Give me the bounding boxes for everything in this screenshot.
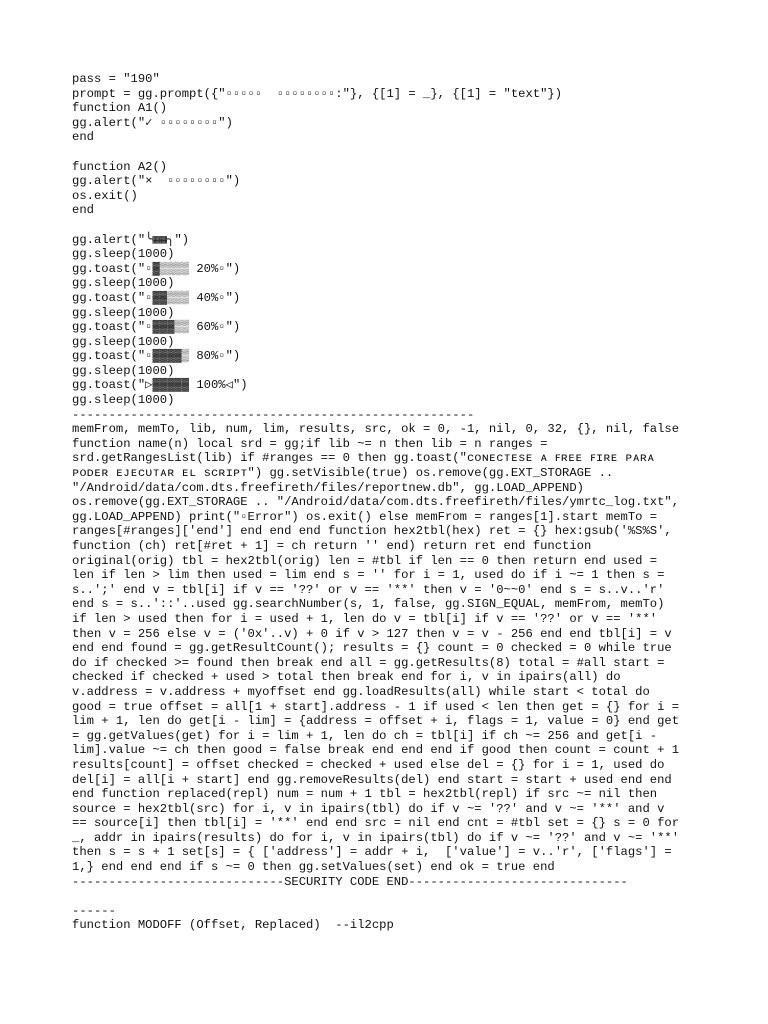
code-line: _, addr in ipairs(results) do for i, v in ipairs(tbl) do if v ~= '??' and v ~= '**' bbox=[72, 830, 680, 845]
code-line: end end found = gg.getResultCount(); results = {} count = 0 checked = 0 while true bbox=[72, 641, 672, 656]
code-line: gg.alert("╰▦▦╮") bbox=[72, 232, 190, 247]
code-line: do if checked >= found then break end all = gg.getResults(8) total = #all start = bbox=[72, 655, 665, 670]
code-line: gg.LOAD_APPEND) print("▫Error") os.exit() else memFrom = ranges[1].start memTo = bbox=[72, 509, 658, 524]
code-line: end s = s..'::'..used gg.searchNumber(s, 1, false, gg.SIGN_EQUAL, memFrom, memTo) bbox=[72, 597, 665, 612]
code-document bbox=[72, 72, 702, 933]
code-line: gg.alert("✓ ▫▫▫▫▫▫▫▫") bbox=[72, 115, 233, 130]
code-line: if len > used then for i = used + 1, len do v = tbl[i] if v == '??' or v == '**' bbox=[72, 611, 658, 626]
code-line: gg.toast("▫▓▓▓▒▒ 60%▫") bbox=[72, 320, 241, 335]
code-line: results[count] = offset checked = checked + used else del = {} for i = 1, used do bbox=[72, 757, 665, 772]
code-line: == source[i] then tbl[i] = '**' end end src = nil end cnt = #tbl set = {} s = 0 for bbox=[72, 816, 680, 831]
code-line: lim + 1, len do get[i - lim] = {address = offset + i, flags = 1, value = 0} end get bbox=[72, 714, 680, 729]
code-line: prompt = gg.prompt({"▫▫▫▫▫ ▫▫▫▫▫▫▫▫:"}, {[1] = _}, {[1] = "text"}) bbox=[72, 86, 563, 101]
code-line: 1,} end end end if s ~= 0 then gg.setValues(set) end ok = true end bbox=[72, 860, 555, 875]
code-line: s..';' end v = tbl[i] if v == '??' or v == '**' then v = '0~~0' end s = s..v..'r' bbox=[72, 582, 665, 597]
code-line: gg.sleep(1000) bbox=[72, 276, 175, 291]
code-line: end function replaced(repl) num = num + 1 tbl = hex2tbl(repl) if src ~= nil then bbox=[72, 787, 658, 802]
code-line: ranges[#ranges]['end'] end end end function hex2tbl(hex) ret = {} hex:gsub('%S%S', bbox=[72, 524, 672, 539]
code-line: = gg.getValues(get) for i = lim + 1, len do ch = tbl[i] if ch ~= 256 and get[i - bbox=[72, 728, 658, 743]
code-line: checked if checked + used > total then break end for i, v in ipairs(all) do bbox=[72, 670, 621, 685]
code-line: memFrom, memTo, lib, num, lim, results, src, ok = 0, -1, nil, 0, 32, {}, nil, false bbox=[72, 422, 680, 437]
code-line: function A1() bbox=[72, 101, 168, 116]
code-line: gg.toast("▫▓▒▒▒▒ 20%▫") bbox=[72, 261, 241, 276]
code-line: os.exit() bbox=[72, 188, 138, 203]
blank-line bbox=[72, 145, 702, 160]
code-line: srd.getRangesList(lib) if #ranges == 0 then gg.toast("ᴄᴏɴᴇᴄᴛᴇsᴇ ᴀ ꜰʀᴇᴇ ꜰɪʀᴇ ᴘᴀʀᴀ bbox=[72, 451, 655, 466]
code-line: del[i] = all[i + start] end gg.removeResults(del) end start = start + used end end bbox=[72, 772, 672, 787]
code-line: ------------------------------------------------------- bbox=[72, 407, 475, 422]
code-line: gg.toast("▫▓▓▓▓▒ 80%▫") bbox=[72, 349, 241, 364]
code-line: os.remove(gg.EXT_STORAGE .. "/Android/data/com.dts.freefireth/files/ymrtc_log.txt", bbox=[72, 495, 680, 510]
code-line: good = true offset = all[1 + start].address - 1 if used < len then get = {} for i = bbox=[72, 699, 680, 714]
code-line: ᴘᴏᴅᴇʀ ᴇᴊᴇᴄᴜᴛᴀʀ ᴇʟ sᴄʀɪᴘᴛ") gg.setVisible(true) os.remove(gg.EXT_STORAGE .. bbox=[72, 466, 614, 481]
code-line: gg.sleep(1000) bbox=[72, 247, 175, 262]
code-line: ------ bbox=[72, 903, 116, 918]
code-line: -----------------------------SECURITY CODE END------------------------------ bbox=[72, 874, 628, 889]
code-line: function (ch) ret[#ret + 1] = ch return '' end) return ret end function bbox=[72, 539, 592, 553]
blank-line bbox=[72, 218, 702, 233]
code-line: original(orig) tbl = hex2tbl(orig) len = #tbl if len == 0 then return end used = bbox=[72, 553, 658, 568]
code-line: then s = s + 1 set[s] = { ['address'] = addr + i, ['value'] = v..'r', ['flags'] = bbox=[72, 845, 672, 860]
blank-line bbox=[72, 889, 702, 904]
code-line: source = hex2tbl(src) for i, v in ipairs(tbl) do if v ~= '??' and v ~= '**' and v bbox=[72, 801, 665, 816]
code-line: function A2() bbox=[72, 159, 168, 174]
code-line: pass = "190" bbox=[72, 72, 160, 86]
code-line: function MODOFF (Offset, Replaced) --il2cpp bbox=[72, 918, 394, 933]
code-line: lim].value ~= ch then good = false break end end end if good then count = count + 1 bbox=[72, 743, 680, 758]
code-line: "/Android/data/com.dts.freefireth/files/reportnew.db", gg.LOAD_APPEND) bbox=[72, 480, 584, 495]
code-line: then v = 256 else v = ('0x'..v) + 0 if v > 127 then v = v - 256 end end tbl[i] = v bbox=[72, 626, 672, 641]
code-line: function name(n) local srd = gg;if lib ~= n then lib = n ranges = bbox=[72, 436, 548, 451]
code-line: gg.sleep(1000) bbox=[72, 363, 175, 378]
code-line: gg.toast("▷▓▓▓▓▓ 100%◁") bbox=[72, 378, 248, 393]
code-line: gg.toast("▫▓▓▒▒▒ 40%▫") bbox=[72, 290, 241, 305]
code-line: end bbox=[72, 130, 94, 145]
code-line: gg.sleep(1000) bbox=[72, 393, 175, 408]
code-line: end bbox=[72, 203, 94, 218]
code-line: gg.alert("× ▫▫▫▫▫▫▫▫") bbox=[72, 174, 241, 189]
code-line: len if len > lim then used = lim end s = '' for i = 1, used do if i ~= 1 then s = bbox=[72, 568, 665, 583]
code-line: v.address = v.address + myoffset end gg.loadResults(all) while start < total do bbox=[72, 684, 650, 699]
code-line: gg.sleep(1000) bbox=[72, 334, 175, 349]
code-line: gg.sleep(1000) bbox=[72, 305, 175, 320]
